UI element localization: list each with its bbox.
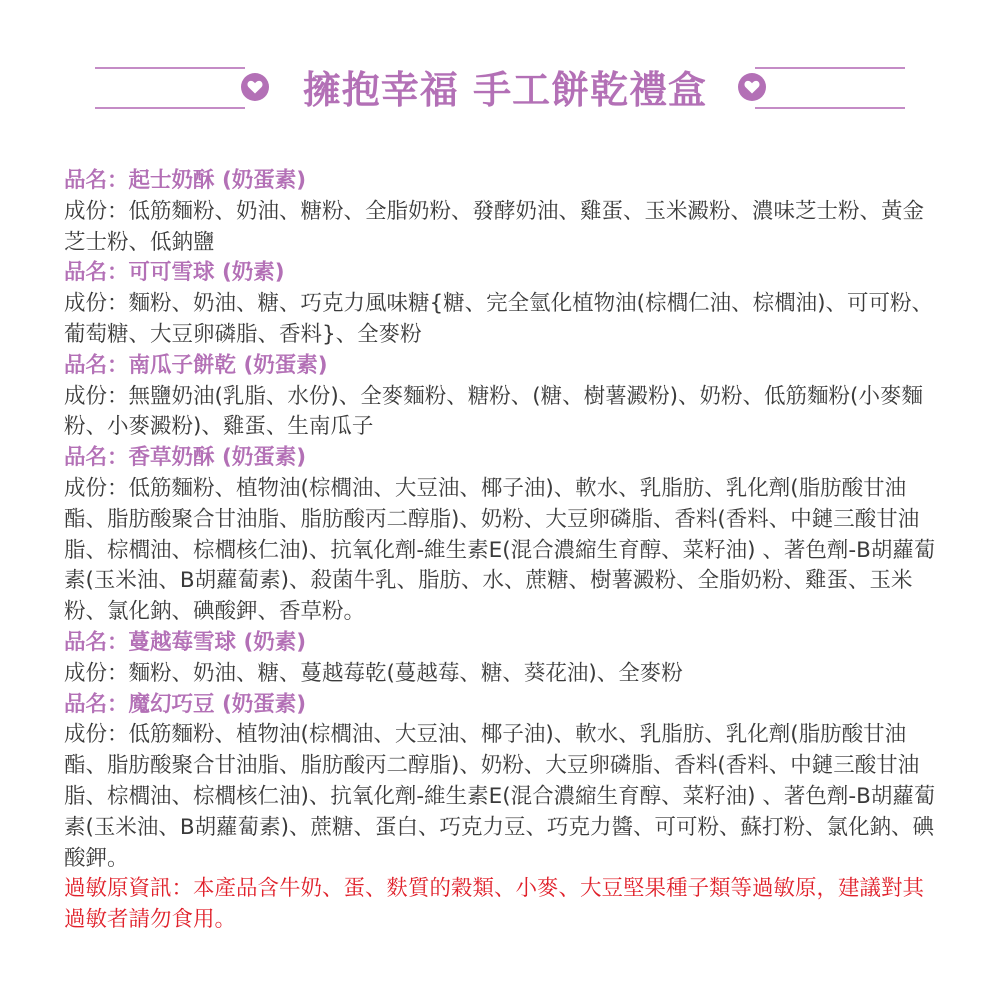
product-ingredients: 成份：無鹽奶油(乳脂、水份)、全麥麵粉、糖粉、(糖、樹薯澱粉)、奶粉、低筋麵粉(小麥麵粉、小麥澱粉)、雞蛋、生南瓜子	[64, 383, 923, 440]
allergen-notice: 過敏原資訊：本產品含牛奶、蛋、麩質的穀類、小麥、大豆堅果種子類等過敏原，建議對其過敏者請勿食用。	[64, 876, 925, 933]
product-name: 品名：香草奶酥 (奶蛋素)	[64, 445, 307, 471]
product-entry	[64, 351, 936, 443]
product-entry	[64, 690, 936, 875]
product-entry	[64, 258, 936, 350]
title-banner	[0, 60, 1000, 120]
decorative-rule	[755, 67, 905, 69]
product-list	[64, 166, 936, 936]
product-entry	[64, 443, 936, 628]
product-ingredients: 成份：低筋麵粉、植物油(棕櫚油、大豆油、椰子油)、軟水、乳脂肪、乳化劑(脂肪酸甘油酯、脂肪酸聚合甘油脂、脂肪酸丙二醇脂)、奶粉、大豆卵磷脂、香料(香料、中鏈三酸甘油脂、棕櫚油、棕櫚核仁油)、抗氧化劑-維生素E(混合濃縮生育醇、菜籽油) 、著色劑-B胡蘿蔔素(玉米油、B胡蘿蔔素)、殺菌牛乳、脂肪、水、蔗糖、樹薯澱粉、全脂奶粉、雞蛋、玉米粉、氯化鈉、碘酸鉀、香草粉。	[64, 475, 936, 625]
heart-icon	[738, 73, 766, 101]
product-ingredients: 成份：麵粉、奶油、糖、巧克力風味糖{糖、完全氫化植物油(棕櫚仁油、棕櫚油)、可可粉、葡萄糖、大豆卵磷脂、香料}、全麥粉	[64, 291, 933, 347]
product-ingredients: 成份：麵粉、奶油、糖、蔓越莓乾(蔓越莓、糖、葵花油)、全麥粉	[64, 660, 683, 686]
product-name: 品名：蔓越莓雪球 (奶素)	[64, 629, 307, 655]
product-ingredients: 成份：低筋麵粉、植物油(棕櫚油、大豆油、椰子油)、軟水、乳脂肪、乳化劑(脂肪酸甘油酯、脂肪酸聚合甘油脂、脂肪酸丙二醇脂)、奶粉、大豆卵磷脂、香料(香料、中鏈三酸甘油脂、棕櫚油、棕櫚核仁油)、抗氧化劑-維生素E(混合濃縮生育醇、菜籽油) 、著色劑-B胡蘿蔔素(玉米油、B胡蘿蔔素)、蔗糖、蛋白、巧克力豆、巧克力醬、可可粉、蘇打粉、氯化鈉、碘酸鉀。	[64, 722, 936, 871]
product-ingredients: 成份：低筋麵粉、奶油、糖粉、全脂奶粉、發酵奶油、雞蛋、玉米澱粉、濃味芝士粉、黃金芝士粉、低鈉鹽	[64, 198, 925, 255]
decorative-rule	[95, 107, 245, 109]
heart-icon	[241, 73, 269, 101]
product-entry	[64, 166, 936, 258]
product-name: 品名：可可雪球 (奶素)	[64, 260, 285, 286]
product-name: 品名：起士奶酥 (奶蛋素)	[64, 168, 307, 193]
product-name: 品名：南瓜子餅乾 (奶蛋素)	[64, 352, 328, 378]
product-entry	[64, 628, 936, 690]
product-name: 品名：魔幻巧豆 (奶蛋素)	[64, 691, 307, 717]
page-title: 擁抱幸福 手工餅乾禮盒	[302, 68, 708, 112]
decorative-rule	[755, 107, 905, 109]
decorative-rule	[95, 67, 245, 69]
